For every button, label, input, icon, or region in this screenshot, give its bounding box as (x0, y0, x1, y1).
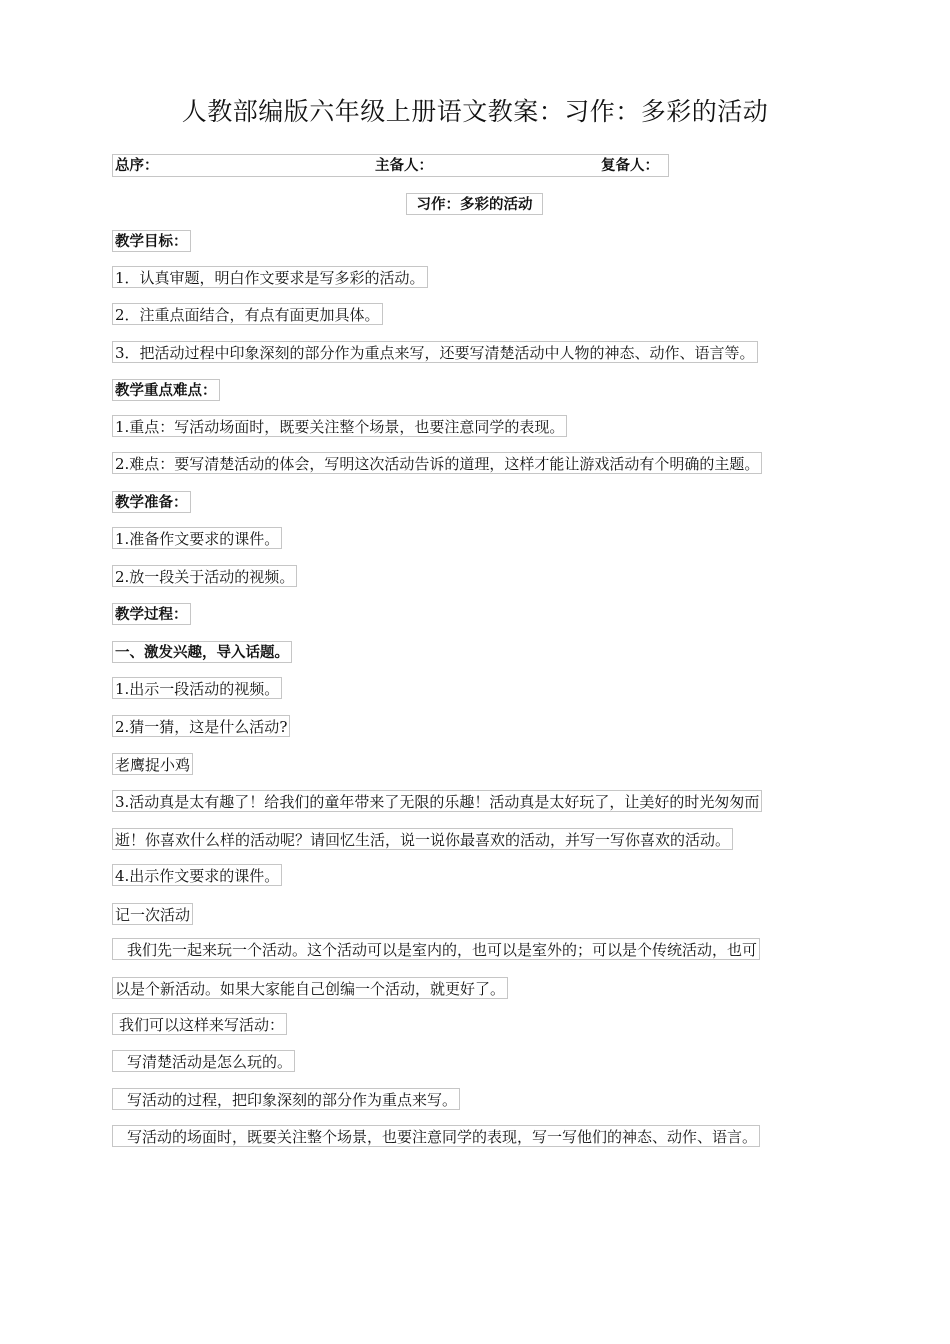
objectives-heading: 教学目标： (112, 230, 191, 252)
process-heading: 教学过程： (112, 603, 191, 625)
process-line: 1.出示一段活动的视频。 (112, 677, 282, 699)
document-title: 人教部编版六年级上册语文教案：习作：多彩的活动 (181, 97, 769, 126)
order-label: 总序： (115, 158, 159, 174)
key-point-item: 1.重点：写活动场面时，既要关注整个场景，也要注意同学的表现。 (112, 415, 567, 437)
process-line: 4.出示作文要求的课件。 (112, 864, 282, 886)
objective-item: 1．认真审题，明白作文要求是写多彩的活动。 (112, 266, 428, 288)
co-preparer-label: 复备人： (601, 158, 659, 174)
process-line: 写活动的过程，把印象深刻的部分作为重点来写。 (112, 1088, 460, 1110)
process-line: 老鹰捉小鸡 (112, 753, 193, 775)
process-line: 我们先一起来玩一个活动。这个活动可以是室内的，也可以是室外的；可以是个传统活动，也可 (112, 938, 760, 960)
preparation-heading: 教学准备： (112, 491, 191, 513)
preparation-item: 2.放一段关于活动的视频。 (112, 565, 297, 587)
section-heading: 一、激发兴趣，导入话题。 (112, 641, 292, 663)
process-line: 写活动的场面时，既要关注整个场景，也要注意同学的表现，写一写他们的神态、动作、语言。 (112, 1125, 760, 1147)
process-line: 记一次活动 (112, 903, 193, 925)
process-line: 逝！你喜欢什么样的活动呢？请回忆生活，说一说你最喜欢的活动，并写一写你喜欢的活动。 (112, 828, 733, 850)
process-line: 以是个新活动。如果大家能自己创编一个活动，就更好了。 (112, 977, 508, 999)
key-points-heading: 教学重点难点： (112, 379, 220, 401)
process-line: 写清楚活动是怎么玩的。 (112, 1050, 295, 1072)
header-info-box (112, 154, 669, 177)
objective-item: 2．注重点面结合，有点有面更加具体。 (112, 303, 383, 325)
process-line: 3.活动真是太有趣了！给我们的童年带来了无限的乐趣！活动真是太好玩了，让美好的时光匆匆而 (112, 790, 762, 812)
process-line: 我们可以这样来写活动： (112, 1013, 287, 1035)
objective-item: 3．把活动过程中印象深刻的部分作为重点来写，还要写清楚活动中人物的神态、动作、语言等。 (112, 341, 758, 363)
main-preparer-label: 主备人： (375, 158, 433, 174)
key-point-item: 2.难点：要写清楚活动的体会，写明这次活动告诉的道理，这样才能让游戏活动有个明确的主题。 (112, 452, 762, 474)
lesson-subtitle: 习作：多彩的活动 (406, 193, 543, 215)
process-line: 2.猜一猜，这是什么活动? (112, 715, 290, 737)
preparation-item: 1.准备作文要求的课件。 (112, 527, 282, 549)
